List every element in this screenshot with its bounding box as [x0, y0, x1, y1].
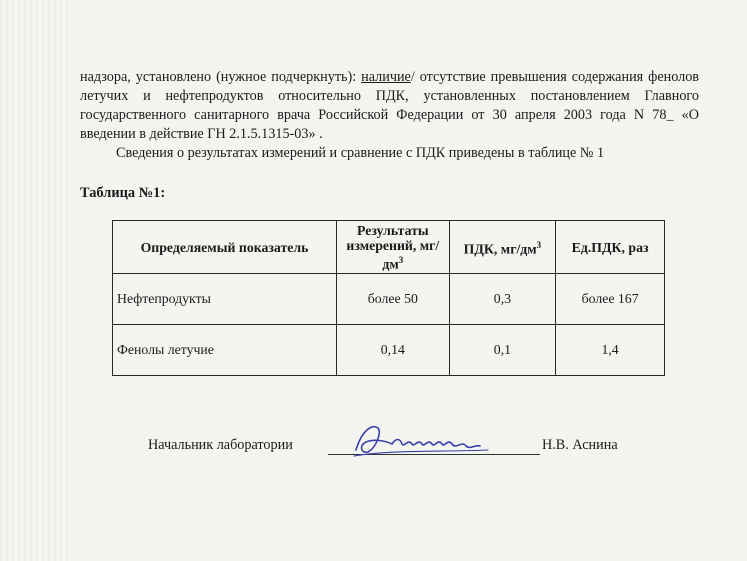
underlined-option: наличие	[361, 69, 411, 85]
cell-pdk: 0,3	[449, 274, 555, 325]
table-title: Таблица №1:	[80, 185, 166, 201]
cell-pdk: 0,1	[449, 325, 555, 376]
table-row	[113, 325, 665, 376]
paragraph-text-end: / отсутствие превышения содержания фенолов летучих и нефтепродуктов относительно ПДК, установленных постановлением Главного государственного санитарного врача Российской Федерации от 30 апреля 2003 года N 78_ «О введении в действие ГН 2.1.5.1315-03» .	[80, 69, 700, 142]
header-results: Результаты измерений, $мг/дм^3$	[336, 221, 449, 274]
table-row	[113, 274, 665, 325]
header-indicator: Определяемый показатель	[113, 221, 337, 274]
results-table	[112, 220, 665, 376]
table-header-row	[113, 221, 665, 274]
cell-result: более 50	[336, 274, 449, 325]
cell-ratio: более 167	[556, 274, 665, 325]
conclusion-paragraph	[80, 68, 699, 144]
paragraph-text-start: надзора, установлено (нужное подчеркнуть):	[80, 69, 362, 85]
signatory-role: Начальник лаборатории	[148, 437, 293, 453]
handwritten-signature	[348, 420, 498, 460]
cell-indicator: Нефтепродукты	[113, 274, 337, 325]
header-ratio: Ед.ПДК, раз	[556, 221, 665, 274]
table-reference-paragraph: Сведения о результатах измерений и сравнение с ПДК приведены в таблице № 1	[116, 145, 605, 161]
header-pdk: ПДК, $мг/дм^3$	[449, 221, 555, 274]
signatory-name: Н.В. Аснина	[542, 437, 618, 453]
cell-result: 0,14	[336, 325, 449, 376]
cell-indicator: Фенолы летучие	[113, 325, 337, 376]
cell-ratio: 1,4	[556, 325, 665, 376]
scan-noise	[0, 0, 70, 561]
